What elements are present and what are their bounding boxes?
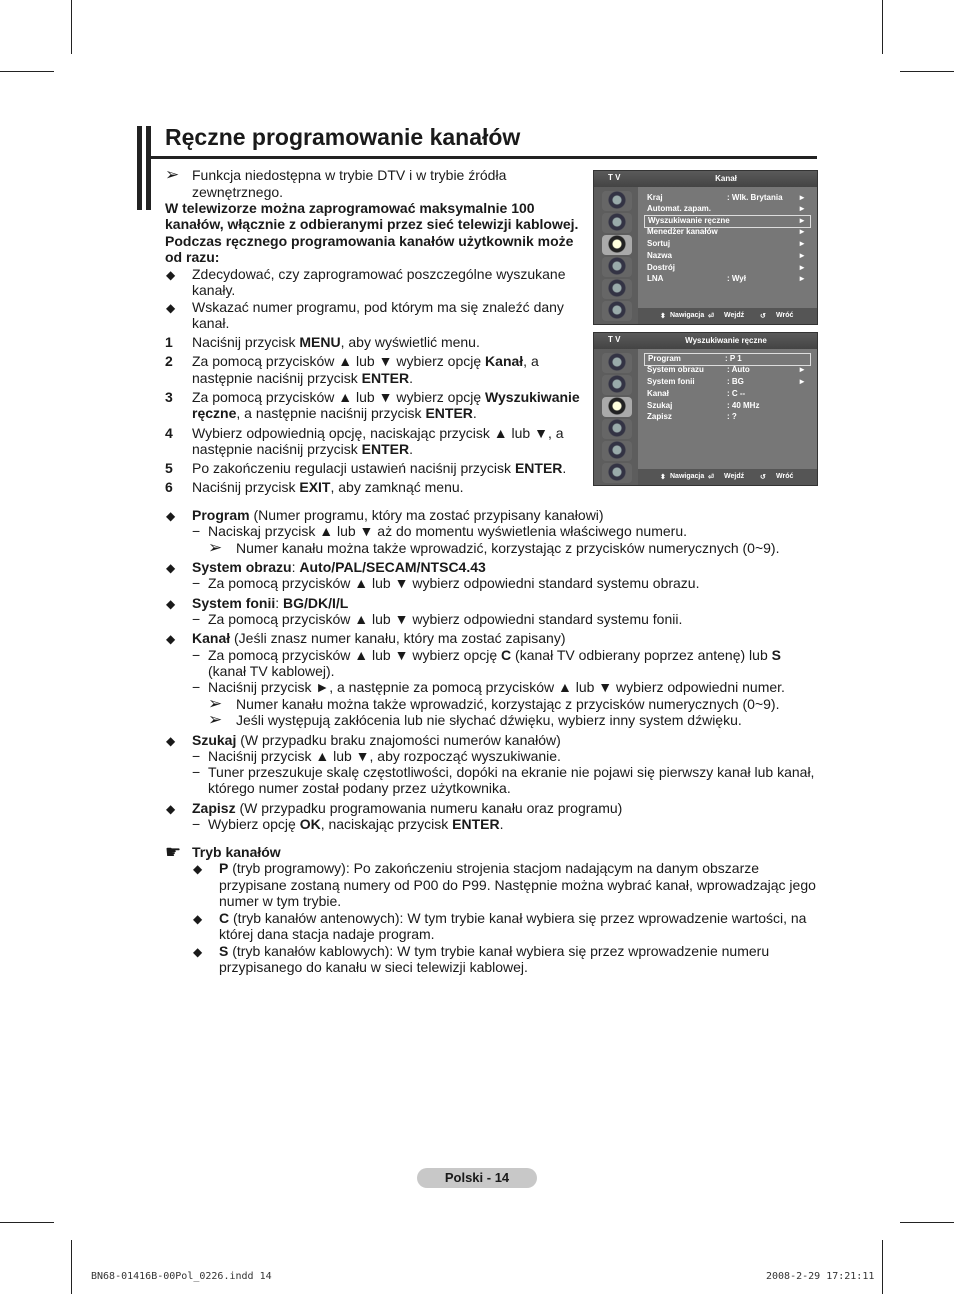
return-icon: ↺ — [760, 313, 766, 320]
step-text: Wybierz odpowiednią opcję, naciskając przycisk ▲ lub ▼, a — [192, 425, 564, 441]
osd-tv-label: T V — [608, 173, 621, 182]
osd-back-label: Wróć — [776, 312, 794, 319]
pointing-hand-icon: ☛ — [165, 842, 182, 862]
osd-row[interactable]: Zapisz : ? — [647, 412, 737, 421]
dash-icon: − — [192, 748, 201, 764]
detail-text: Tuner przeszukuje skalę częstotliwości, dopóki na ekranie nie pojawi się pierwszy kanał lub kanał, — [208, 764, 815, 780]
step-number: 6 — [165, 479, 173, 495]
nav-icon: ⬍ — [660, 474, 666, 481]
dash-icon: − — [192, 575, 201, 591]
step-text: Naciśnij przycisk EXIT, aby zamknąć menu. — [192, 479, 464, 495]
osd-header — [594, 171, 817, 187]
step-number: 5 — [165, 460, 173, 476]
osd-row[interactable]: Dostrój ► — [647, 263, 806, 272]
channel-icon — [602, 235, 632, 255]
step-text: Naciśnij przycisk MENU, aby wyświetlić menu. — [192, 334, 480, 350]
detail-text: Za pomocą przycisków ▲ lub ▼ wybierz odpowiedni standard systemu fonii. — [208, 611, 683, 627]
dash-icon: − — [192, 647, 201, 663]
crop-mark — [71, 0, 72, 54]
osd-row-selected[interactable]: Program : P 1 — [644, 353, 811, 366]
note-arrow-icon: ➢ — [208, 538, 223, 557]
osd-enter-label: Wejdź — [724, 312, 745, 319]
osd-footer — [638, 308, 817, 324]
dash-icon: − — [192, 764, 201, 780]
intro-paragraph: od razu: — [165, 249, 220, 265]
detail-text: Naciskaj przycisk ▲ lub ▼ aż do momentu wyświetlenia właściwego numeru. — [208, 523, 688, 539]
tryb-text: numer w tym trybie. — [219, 893, 342, 909]
intro-paragraph: kanałów, włącznie z odbieranymi przez sieć telewizji kablowej. — [165, 216, 579, 232]
bullet-text: Zdecydować, czy zaprogramować poszczególne wyszukane — [192, 266, 566, 282]
bullet-diamond-icon: ◆ — [166, 561, 176, 575]
enter-icon: ⏎ — [708, 474, 714, 481]
detail-text: Naciśnij przycisk ►, a następnie za pomocą przycisków ▲ lub ▼ wybierz odpowiedni numer. — [208, 679, 785, 695]
osd-row[interactable]: Kraj : Wlk. Brytania ► — [647, 193, 806, 202]
osd-row[interactable]: Kanał : C -- — [647, 389, 746, 398]
detail-kanal: Kanał (Jeśli znasz numer kanału, który ma zostać zapisany) — [192, 630, 566, 646]
return-icon: ↺ — [760, 474, 766, 481]
crop-mark — [0, 71, 54, 72]
detail-text: (kanał TV kablowej). — [208, 663, 335, 679]
bullet-diamond-icon: ◆ — [166, 509, 176, 523]
intro-note: zewnętrznego. — [192, 184, 284, 200]
digital-icon — [602, 463, 632, 483]
step-text: następnie naciśnij przycisk ENTER. — [192, 441, 413, 457]
note-arrow-icon: ➢ — [208, 694, 223, 713]
osd-row[interactable]: Sortuj ► — [647, 239, 806, 248]
tryb-text: przypisanego do kanału w sieci telewizji kablowej. — [219, 959, 528, 975]
input-icon — [602, 279, 632, 299]
bullet-diamond-icon: ◆ — [166, 802, 176, 816]
tv-osd-manual-search — [593, 332, 818, 486]
osd-title: Wyszukiwanie ręczne — [685, 336, 767, 345]
crop-mark — [900, 71, 954, 72]
tv-osd-channel-menu — [593, 170, 818, 325]
enter-icon: ⏎ — [708, 313, 714, 320]
step-number: 4 — [165, 425, 173, 441]
bullet-diamond-icon: ◆ — [166, 268, 176, 282]
intro-note: Funkcja niedostępna w trybie DTV i w trybie źródła — [192, 167, 507, 183]
osd-row[interactable]: Nazwa ► — [647, 251, 806, 260]
osd-row[interactable]: Menedżer kanałów ► — [647, 227, 806, 236]
osd-row[interactable]: Szukaj : 40 MHz — [647, 401, 760, 410]
crop-mark — [0, 1222, 54, 1223]
bullet-text: kanały. — [192, 282, 236, 298]
input-icon — [602, 441, 632, 461]
detail-program: Program (Numer programu, który ma zostać przypisany kanałowi) — [192, 507, 604, 523]
osd-footer — [638, 469, 817, 485]
detail-text: Za pomocą przycisków ▲ lub ▼ wybierz odpowiedni standard systemu obrazu. — [208, 575, 700, 591]
osd-title: Kanał — [715, 174, 737, 183]
tryb-text: przypisane zostaną numery od P00 do P99. Następnie można wybrać kanał, wprowadzając jego — [219, 877, 816, 893]
page-number-badge: Polski - 14 — [417, 1168, 537, 1188]
title-decoration — [146, 126, 151, 210]
tryb-text: której dana stacja nadaje program. — [219, 926, 435, 942]
osd-enter-label: Wejdź — [724, 473, 745, 480]
bullet-diamond-icon: ◆ — [166, 597, 176, 611]
setup-icon — [602, 419, 632, 439]
detail-text: Za pomocą przycisków ▲ lub ▼ wybierz opcję C (kanał TV odbierany poprzez antenę) lub S — [208, 647, 781, 663]
step-number: 1 — [165, 334, 173, 350]
detail-szukaj: Szukaj (W przypadku braku znajomości numerów kanałów) — [192, 732, 561, 748]
title-decoration — [137, 126, 142, 210]
detail-note: Jeśli występują zakłócenia lub nie słychać dźwięku, wybierz inny system dźwięku. — [236, 712, 742, 728]
bullet-text: Wskazać numer programu, pod którym ma się znaleźć dany — [192, 299, 564, 315]
crop-mark — [71, 1240, 72, 1294]
osd-body — [638, 349, 817, 469]
footer-file-info: BN68-01416B-00Pol_0226.indd 14 — [91, 1271, 272, 1282]
step-text: Po zakończeniu regulacji ustawień naciśnij przycisk ENTER. — [192, 460, 567, 476]
osd-sidebar — [594, 187, 638, 324]
detail-text: Naciśnij przycisk ▲ lub ▼, aby rozpocząć wyszukiwanie. — [208, 748, 561, 764]
bullet-text: kanał. — [192, 315, 230, 331]
osd-row[interactable]: System obrazu : Auto ► — [647, 365, 806, 374]
step-number: 2 — [165, 353, 173, 369]
osd-sidebar — [594, 349, 638, 485]
footer-timestamp: 2008-2-29 17:21:11 — [766, 1271, 875, 1282]
bullet-diamond-icon: ◆ — [166, 734, 176, 748]
bullet-diamond-icon: ◆ — [166, 301, 176, 315]
intro-paragraph: Podczas ręcznego programowania kanałów użytkownik może — [165, 233, 574, 249]
detail-text: Wybierz opcję OK, naciskając przycisk ENTER. — [208, 816, 504, 832]
step-number: 3 — [165, 389, 173, 405]
picture-icon — [602, 353, 632, 373]
nav-icon: ⬍ — [660, 313, 666, 320]
osd-row-selected[interactable]: Wyszukiwanie ręczne ► — [644, 215, 811, 228]
osd-nav-label: Nawigacja — [670, 312, 705, 319]
dash-icon: − — [192, 523, 201, 539]
osd-row[interactable]: LNA : Wył ► — [647, 274, 806, 283]
title-rule — [146, 156, 817, 159]
tryb-text: P (tryb programowy): Po zakończeniu strojenia stacjom nadającym na danym obszarze — [219, 860, 760, 876]
osd-nav-label: Nawigacja — [670, 473, 705, 480]
page-title: Ręczne programowanie kanałów — [165, 124, 521, 150]
tryb-text: S (tryb kanałów kablowych): W tym trybie kanał wybiera się przez wprowadzenie numeru — [219, 943, 770, 959]
bullet-diamond-icon: ◆ — [166, 632, 176, 646]
step-text: Za pomocą przycisków ▲ lub ▼ wybierz opcję Wyszukiwanie — [192, 389, 580, 405]
note-arrow-icon: ➢ — [165, 165, 180, 184]
sound-icon — [602, 213, 632, 233]
detail-system-fonii: System fonii: BG/DK/I/L — [192, 595, 349, 611]
osd-tv-label: T V — [608, 335, 621, 344]
tryb-text: C (tryb kanałów antenowych): W tym trybie kanał wybiera się przez wprowadzenie wartości, na — [219, 910, 807, 926]
tryb-heading: Tryb kanałów — [192, 844, 281, 860]
note-arrow-icon: ➢ — [208, 710, 223, 729]
bullet-diamond-icon: ◆ — [193, 945, 203, 959]
setup-icon — [602, 257, 632, 277]
osd-back-label: Wróć — [776, 473, 794, 480]
osd-row[interactable]: Automat. zapam. ► — [647, 204, 806, 213]
crop-mark — [900, 1222, 954, 1223]
step-text: następnie naciśnij przycisk ENTER. — [192, 370, 413, 386]
crop-mark — [882, 1240, 883, 1294]
bullet-diamond-icon: ◆ — [193, 912, 203, 926]
dash-icon: − — [192, 679, 201, 695]
dash-icon: − — [192, 611, 201, 627]
digital-icon — [602, 301, 632, 321]
crop-mark — [882, 0, 883, 54]
picture-icon — [602, 191, 632, 211]
detail-note: Numer kanału można także wprowadzić, korzystając z przycisków numerycznych (0~9). — [236, 696, 780, 712]
channel-icon — [602, 397, 632, 417]
sound-icon — [602, 375, 632, 395]
osd-row[interactable]: System fonii : BG ► — [647, 377, 806, 386]
osd-header — [594, 333, 817, 349]
intro-paragraph: W telewizorze można zaprogramować maksymalnie 100 — [165, 200, 535, 216]
detail-note: Numer kanału można także wprowadzić, korzystając z przycisków numerycznych (0~9). — [236, 540, 780, 556]
bullet-diamond-icon: ◆ — [193, 862, 203, 876]
step-text: Za pomocą przycisków ▲ lub ▼ wybierz opcję Kanał, a — [192, 353, 539, 369]
detail-text: którego numer został podany przez użytkownika. — [208, 780, 511, 796]
detail-zapisz: Zapisz (W przypadku programowania numeru kanału oraz programu) — [192, 800, 623, 816]
osd-body — [638, 187, 817, 308]
step-text: ręczne, a następnie naciśnij przycisk ENTER. — [192, 405, 477, 421]
dash-icon: − — [192, 816, 201, 832]
detail-system-obrazu: System obrazu: Auto/PAL/SECAM/NTSC4.43 — [192, 559, 486, 575]
